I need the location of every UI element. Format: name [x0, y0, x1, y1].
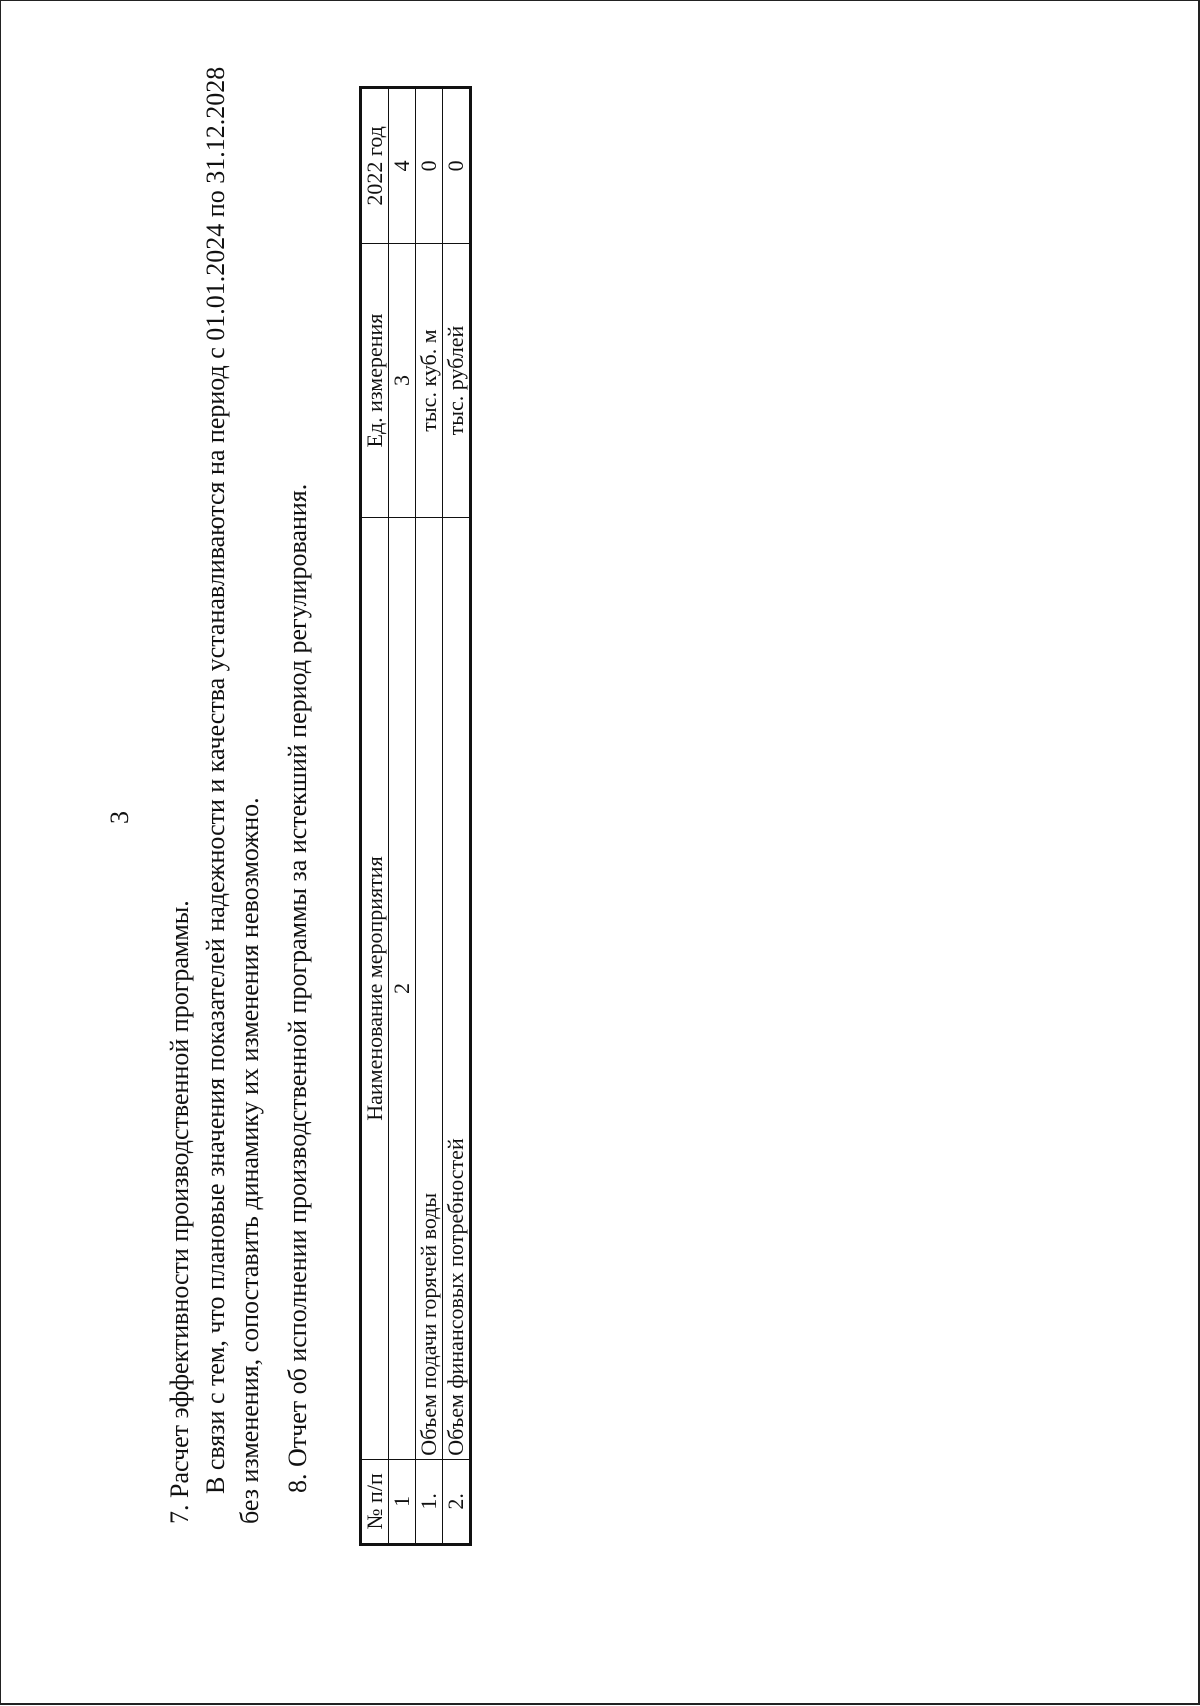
row-number: 1. [416, 1459, 443, 1544]
header-activity-name: Наименование мероприятия [361, 518, 389, 1459]
rotated-document-content [1, 1, 1200, 1706]
table-row [443, 88, 471, 1545]
row-activity-name: Объем подачи горячей воды [416, 518, 443, 1459]
row-unit: тыс. куб. м [416, 243, 443, 518]
section-8-heading: 8. Отчет об исполнении производственной программы за истекший период регулирования. [283, 483, 312, 1493]
header-year: 2022 год [361, 88, 389, 244]
row-unit: тыс. рублей [443, 243, 471, 518]
row-value: 0 [416, 88, 443, 244]
table-header-row [361, 88, 389, 1545]
section-7-paragraph: В связи с тем, что плановые значения показателей надежности и качества устанавливаются на период с 01.01.2024 по 31.12.2028 без изменения, сопоставить динамику их изменения невозможно. [201, 66, 264, 1524]
header-number: № п/п [361, 1459, 389, 1544]
header-unit: Ед. измерения [361, 243, 389, 518]
numbering-cell: 4 [389, 88, 416, 244]
numbering-cell: 3 [389, 243, 416, 518]
table-numbering-row [389, 88, 416, 1545]
row-number: 2. [443, 1459, 471, 1544]
numbering-cell: 2 [389, 518, 416, 1459]
program-execution-table [359, 86, 472, 1546]
row-value: 0 [443, 88, 471, 244]
page-number: 3 [105, 811, 134, 824]
section-7-heading: 7. Расчет эффективности производственной программы. [165, 900, 194, 1524]
table-row [416, 88, 443, 1545]
row-activity-name: Объем финансовых потребностей [443, 518, 471, 1459]
numbering-cell: 1 [389, 1459, 416, 1544]
